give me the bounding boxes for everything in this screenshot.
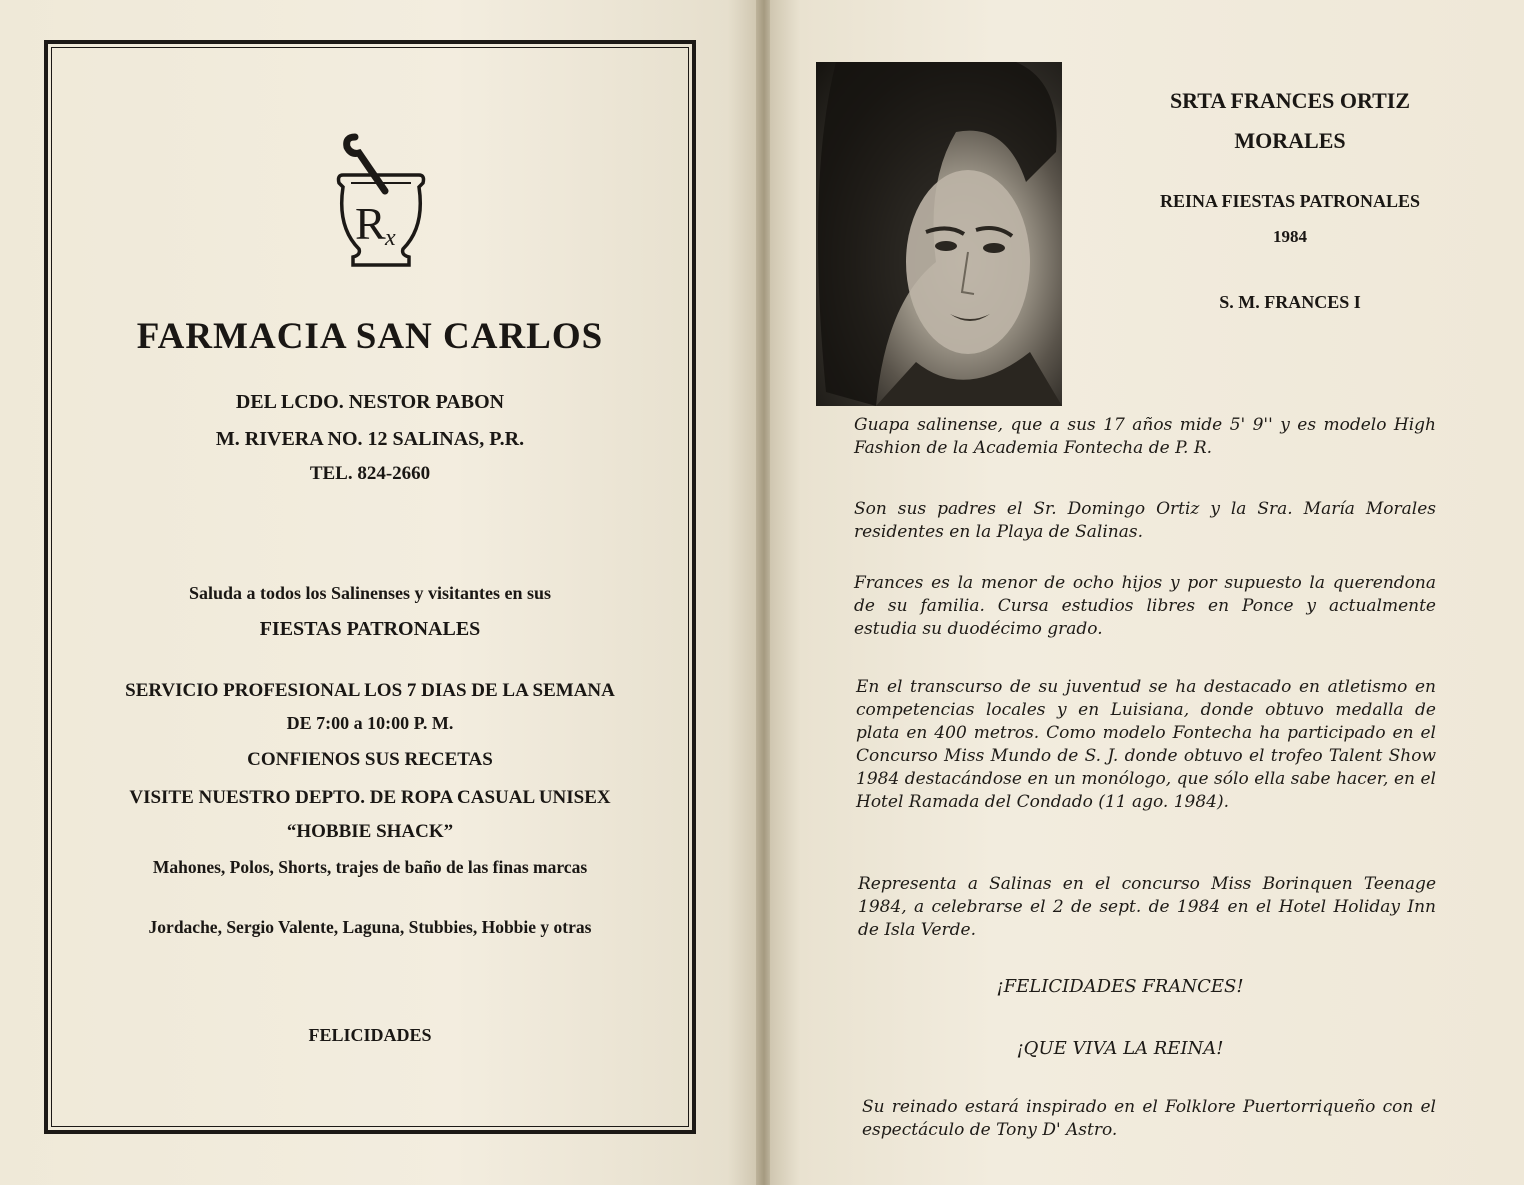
queen-portrait-photo — [816, 62, 1062, 406]
queen-name-line2: MORALES — [1234, 128, 1346, 153]
bio-paragraph-5: Representa a Salinas en el concurso Miss Borinquen Teenage 1984, a celebrarse el 2 de sept. de 1984 en el Hotel Holiday Inn de Isla Verde. — [858, 874, 1436, 940]
recipes-line: CONFIENOS SUS RECETAS — [247, 749, 493, 770]
dept-line: VISITE NUESTRO DEPTO. DE ROPA CASUAL UNISEX — [129, 787, 611, 808]
cheer-reina: ¡QUE VIVA LA REINA! — [1016, 1038, 1224, 1059]
bio-paragraph-1: Guapa salinense, que a sus 17 años mide 5' 9'' y es modelo High Fashion de la Academia Fontecha de P. R. — [854, 415, 1436, 458]
festival-line: FIESTAS PATRONALES — [259, 618, 481, 640]
brands-line: Jordache, Sergio Valente, Laguna, Stubbies, Hobbie y otras — [148, 917, 592, 937]
greeting-line: Saluda a todos los Salinenses y visitantes en sus — [188, 583, 552, 603]
bio-paragraph-3: Frances es la menor de ocho hijos y por supuesto la querendona de su familia. Cursa estudios libres en Ponce y actualmente estudia su duodécimo grado. — [854, 573, 1436, 639]
royal-name: S. M. FRANCES I — [1219, 292, 1361, 312]
reign-note: Su reinado estará inspirado en el Folklore Puertorriqueño con el espectáculo de Tony D' Astro. — [862, 1097, 1436, 1140]
address-line: M. RIVERA NO. 12 SALINAS, P.R. — [215, 428, 525, 450]
closing-line: FELICIDADES — [308, 1025, 432, 1045]
cheer-felicidades: ¡FELICIDADES FRANCES! — [996, 976, 1244, 997]
hours-line: DE 7:00 a 10:00 P. M. — [286, 713, 454, 733]
mortar-pestle-rx-icon — [333, 129, 429, 269]
products-line: Mahones, Polos, Shorts, trajes de baño de las finas marcas — [152, 857, 588, 877]
owner-line: DEL LCDO. NESTOR PABON — [235, 391, 505, 413]
service-line: SERVICIO PROFESIONAL LOS 7 DIAS DE LA SEMANA — [125, 680, 615, 701]
queen-name-line1: SRTA FRANCES ORTIZ — [1169, 88, 1411, 113]
bio-paragraph-2: Son sus padres el Sr. Domingo Ortiz y la Sra. María Morales residentes en la Playa de Salinas. — [854, 499, 1436, 542]
left-page — [0, 0, 758, 1185]
bio-paragraph-4: En el transcurso de su juventud se ha destacado en atletismo en competencias locales y en Luisiana, donde obtuvo medalla de plata en 400 metros. Como modelo Fontecha ha participado en el Concurso Miss Mundo de S. J. donde obtuvo el trofeo Talent Show 1984 destacándose en un monólogo, que sólo ella sabe hacer, en el Hotel Ramada del Condado (11 ago. 1984). — [856, 677, 1436, 812]
shop-name: “HOBBIE SHACK” — [286, 821, 454, 842]
pharmacy-ad — [44, 40, 696, 1134]
phone-line: TEL. 824-2660 — [309, 463, 431, 484]
queen-title-year: 1984 — [1273, 227, 1307, 246]
svg-text:x: x — [385, 225, 396, 251]
right-page — [770, 0, 1524, 1185]
pharmacy-name: FARMACIA SAN CARLOS — [136, 316, 604, 357]
queen-title-line1: REINA FIESTAS PATRONALES — [1159, 191, 1421, 211]
svg-text:R: R — [355, 198, 386, 249]
